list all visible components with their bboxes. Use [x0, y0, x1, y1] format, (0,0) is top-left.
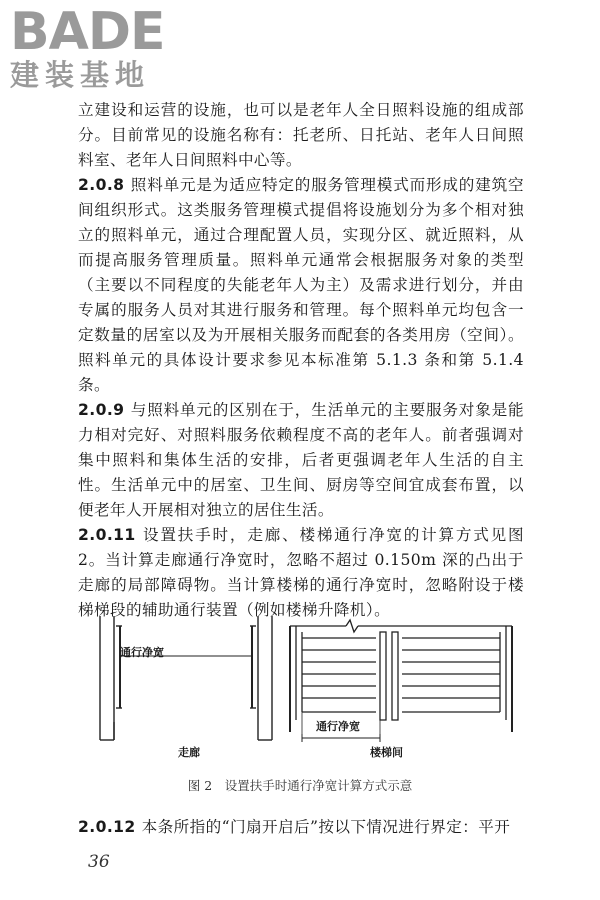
- watermark-brand: BADE: [10, 2, 165, 62]
- paragraph-text: 与照料单元的区别在于，生活单元的主要服务对象是能力相对完好、对照料服务依赖程度不高的老年人。前者强调对集中照料和集体生活的安排，后者更强调老年人生活的自主性。生活单元中的居室、卫生间、厨房等空间宜成套布置，以便老年人开展相对独立的居住生活。: [78, 401, 524, 519]
- watermark-subtitle: 建装基地: [10, 58, 151, 92]
- figure-2: [78, 604, 524, 804]
- paragraph-text: 立建设和运营的设施，也可以是老年人全日照料设施的组成部分。目前常见的设施名称有：托老所、日托站、老年人日间照料室、老年人日间照料中心等。: [78, 101, 524, 169]
- clause-number: 2.0.12: [78, 818, 136, 836]
- corridor-width-label: 通行净宽: [120, 646, 164, 659]
- paragraph-2-0-12: [78, 815, 524, 840]
- paragraph-text: 本条所指的“门扇开启后”按以下情况进行界定：平开: [141, 818, 511, 836]
- corridor-caption: 走廊: [178, 746, 200, 759]
- stair-caption: 楼梯间: [370, 746, 403, 759]
- paragraph-2-0-8: [78, 173, 524, 398]
- paragraph-line: [78, 815, 524, 840]
- watermark-logo: [10, 4, 165, 92]
- paragraph-text: 设置扶手时，走廊、楼梯通行净宽的计算方式见图 2。当计算走廊通行净宽时，忽略不超过 0.150m 深的凸出于走廊的局部障碍物。当计算楼梯的通行净宽时，忽略附设于楼梯梯段的辅助通行装置（例如楼梯升降机）。: [78, 526, 524, 619]
- figure-caption: 图 2 设置扶手时通行净宽计算方式示意: [187, 778, 413, 793]
- clause-number: 2.0.9: [78, 401, 125, 419]
- body-text: [78, 98, 524, 623]
- stair-width-label: 通行净宽: [316, 720, 360, 733]
- paragraph-text: 照料单元是为适应特定的服务管理模式而形成的建筑空间组织形式。这类服务管理模式提倡将设施划分为多个相对独立的照料单元，通过合理配置人员，实现分区、就近照料，从而提高服务管理质量。照料单元通常会根据服务对象的类型（主要以不同程度的失能老年人为主）及需求进行划分，并由专属的服务人员对其进行服务和管理。每个照料单元均包含一定数量的居室以及为开展相关服务而配套的各类用房（空间）。照料单元的具体设计要求参见本标准第 5.1.3 条和第 5.1.4 条。: [78, 176, 524, 394]
- page-number: 36: [88, 852, 110, 872]
- clause-number: 2.0.8: [78, 176, 125, 194]
- paragraph-continuation: [78, 98, 524, 173]
- paragraph-2-0-9: [78, 398, 524, 523]
- clause-number: 2.0.11: [78, 526, 136, 544]
